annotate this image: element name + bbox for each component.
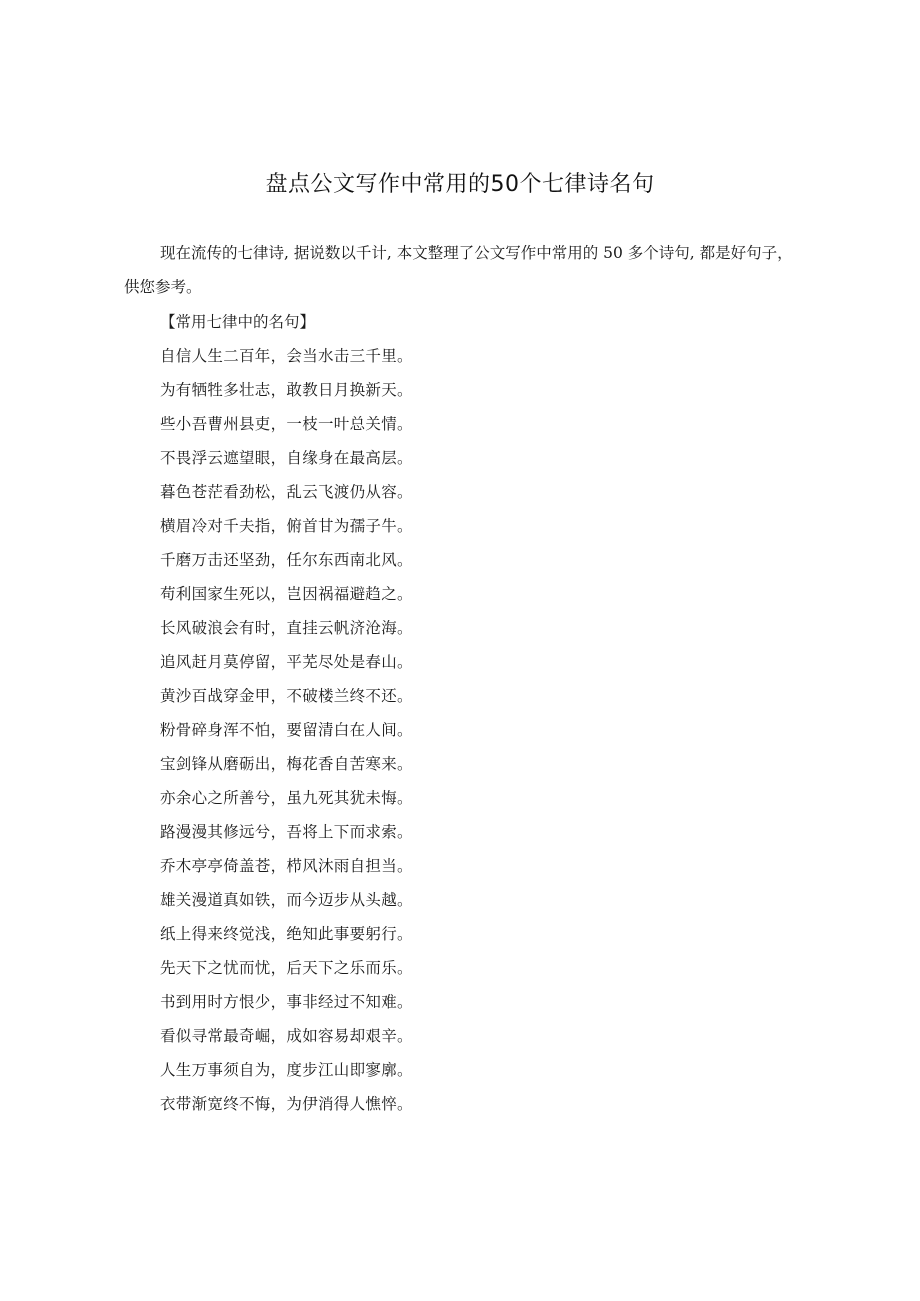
verse-line: 粉骨碎身浑不怕，要留清白在人间。 (160, 721, 413, 739)
verse-line: 横眉冷对千夫指，俯首甘为孺子牛。 (160, 517, 413, 535)
verse-line: 宝剑锋从磨砺出，梅花香自苦寒来。 (160, 755, 413, 773)
verse-line: 长风破浪会有时，直挂云帆济沧海。 (160, 619, 413, 637)
verse-line: 自信人生二百年，会当水击三千里。 (160, 347, 413, 365)
verse-line: 看似寻常最奇崛，成如容易却艰辛。 (160, 1027, 413, 1045)
verse-line: 千磨万击还坚劲，任尔东西南北风。 (160, 551, 413, 569)
verse-line: 苟利国家生死以，岂因祸福避趋之。 (160, 585, 413, 603)
verse-line: 路漫漫其修远兮，吾将上下而求索。 (160, 823, 413, 841)
verse-line: 亦余心之所善兮，虽九死其犹未悔。 (160, 789, 413, 807)
document-title: 盘点公文写作中常用的50个七律诗名句 (265, 172, 655, 197)
verse-line: 人生万事须自为，度步江山即寥廓。 (160, 1061, 413, 1079)
intro-paragraph: 现在流传的七律诗, 据说数以千计, 本文整理了公文写作中常用的 50 多个诗句, 都是好句子，供您参考。 (124, 244, 793, 296)
verse-line: 纸上得来终觉浅，绝知此事要躬行。 (160, 925, 413, 943)
verse-line: 暮色苍茫看劲松，乱云飞渡仍从容。 (160, 483, 413, 501)
verse-line: 雄关漫道真如铁，而今迈步从头越。 (160, 891, 413, 909)
section-heading: 【常用七律中的名句】 (160, 313, 316, 331)
verse-list (160, 339, 413, 1121)
verse-line: 不畏浮云遮望眼，自缘身在最高层。 (160, 449, 413, 467)
verse-line: 先天下之忧而忧，后天下之乐而乐。 (160, 959, 413, 977)
verse-line: 些小吾曹州县吏，一枝一叶总关情。 (160, 415, 413, 433)
verse-line: 追风赶月莫停留，平芜尽处是春山。 (160, 653, 413, 671)
verse-line: 黄沙百战穿金甲，不破楼兰终不还。 (160, 687, 413, 705)
verse-line: 衣带渐宽终不悔，为伊消得人憔悴。 (160, 1095, 413, 1113)
verse-line: 乔木亭亭倚盖苍，栉风沐雨自担当。 (160, 857, 413, 875)
verse-line: 书到用时方恨少，事非经过不知难。 (160, 993, 413, 1011)
verse-line: 为有牺牲多壮志，敢教日月换新天。 (160, 381, 413, 399)
